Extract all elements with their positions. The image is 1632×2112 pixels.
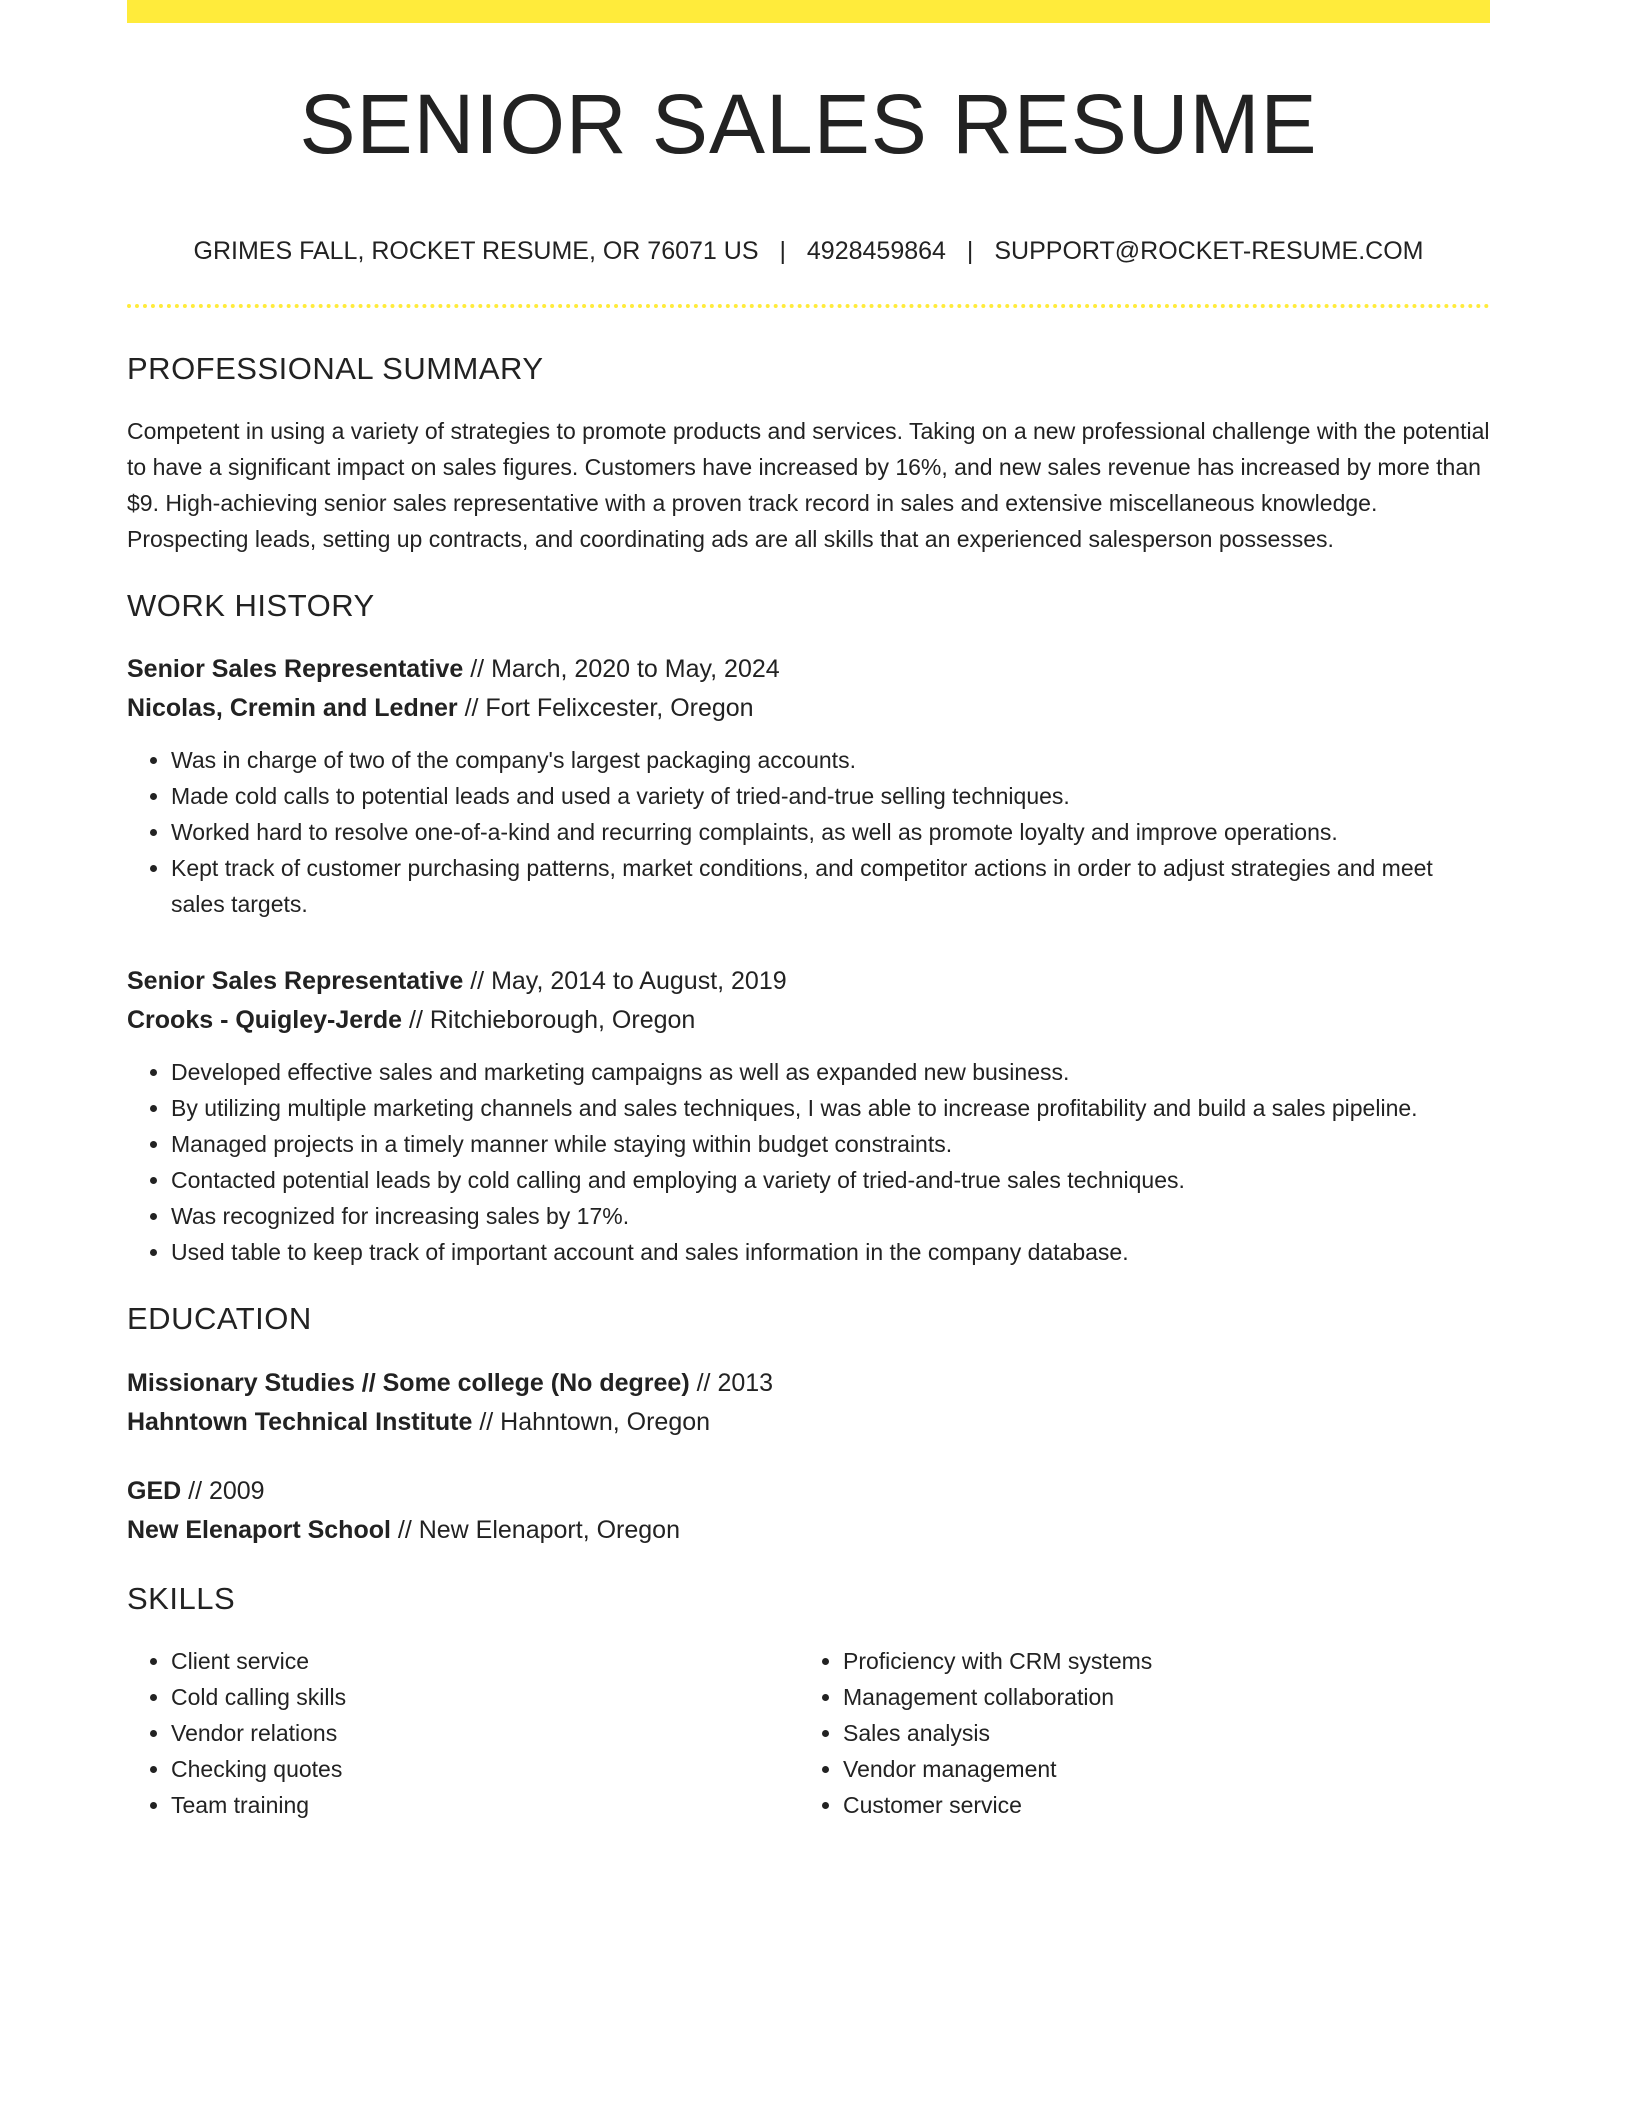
resume-content [127, 350, 1490, 1823]
job-title: Senior Sales Representative [127, 967, 464, 996]
skill-item: • Client service [171, 1643, 799, 1679]
list-item: • Made cold calls to potential leads and used a variety of tried-and-true selling techniques. [171, 778, 1490, 814]
list-item: • Contacted potential leads by cold calling and employing a variety of tried-and-true sales techniques. [171, 1162, 1490, 1198]
education-degree: Missionary Studies // Some college (No degree) [127, 1368, 690, 1397]
list-item: • Used table to keep track of important account and sales information in the company database. [171, 1234, 1490, 1270]
education-year: // 2013 [689, 1368, 774, 1397]
skill-item: • Cold calling skills [171, 1679, 799, 1715]
education-school-line [127, 1511, 1490, 1550]
contact-address: GRIMES FALL, ROCKET RESUME, OR 76071 US [193, 237, 759, 265]
contact-line [127, 237, 1490, 266]
list-item: • Developed effective sales and marketing campaigns as well as expanded new business. [171, 1054, 1490, 1090]
list-item: • Was in charge of two of the company's largest packaging accounts. [171, 742, 1490, 778]
job-company: Nicolas, Cremin and Ledner [127, 694, 458, 723]
education-location: // Hahntown, Oregon [472, 1407, 711, 1436]
job-dates: // March, 2020 to May, 2024 [463, 655, 780, 684]
education-school: Hahntown Technical Institute [127, 1407, 473, 1436]
education-heading: EDUCATION [127, 1301, 312, 1337]
education-school-line [127, 1403, 1490, 1442]
education-entry [127, 1364, 1490, 1442]
list-item: • Managed projects in a timely manner while staying within budget constraints. [171, 1126, 1490, 1162]
education-degree-line [127, 1364, 1490, 1403]
education-entry [127, 1472, 1490, 1550]
job-company: Crooks - Quigley-Jerde [127, 1006, 403, 1035]
skill-item: • Customer service [843, 1787, 1471, 1823]
skills-heading: SKILLS [127, 1580, 236, 1616]
list-item: • Kept track of customer purchasing patterns, market conditions, and competitor actions in order to adjust strategies and meet sales targets. [171, 850, 1490, 922]
contact-phone: 4928459864 [806, 237, 946, 265]
dotted-divider [127, 304, 1490, 308]
job-bullets [127, 742, 1490, 922]
education-location: // New Elenaport, Oregon [390, 1515, 680, 1544]
job-entry [127, 650, 1490, 922]
job-location: // Fort Felixcester, Oregon [457, 694, 754, 723]
skill-item: • Vendor management [843, 1751, 1471, 1787]
contact-separator: | [966, 237, 974, 265]
job-company-line [127, 1001, 1490, 1040]
list-item: • Was recognized for increasing sales by 17%. [171, 1198, 1490, 1234]
education-year: // 2009 [181, 1476, 265, 1505]
skill-item: • Proficiency with CRM systems [843, 1643, 1471, 1679]
skills-columns [127, 1643, 1490, 1823]
job-title-line [127, 650, 1490, 689]
work-history-heading: WORK HISTORY [127, 588, 375, 624]
job-company-line [127, 689, 1490, 728]
skill-item: • Team training [171, 1787, 799, 1823]
skills-list-right [799, 1643, 1471, 1823]
contact-separator: | [779, 237, 786, 265]
education-degree-line [127, 1472, 1490, 1511]
education-degree: GED [127, 1476, 182, 1505]
skill-item: • Sales analysis [843, 1715, 1471, 1751]
skills-list-left [127, 1643, 799, 1823]
page-title: SENIOR SALES RESUME [299, 77, 1318, 171]
skill-item: • Management collaboration [843, 1679, 1471, 1715]
job-bullets [127, 1054, 1490, 1270]
summary-text: Competent in using a variety of strategies to promote products and services. Taking on a new professional challenge with the potential to have a significant impact on sales figures. Customers have increased by 16%, and new sales revenue has increased by more than $9. High-achieving senior sales representative with a proven track record in sales and extensive miscellaneous knowledge. Prospecting leads, setting up contracts, and coordinating ads are all skills that an experienced salesperson possesses. [127, 418, 1490, 553]
job-entry [127, 962, 1490, 1270]
accent-bar [127, 0, 1490, 23]
job-title-line [127, 962, 1490, 1001]
skill-item: • Checking quotes [171, 1751, 799, 1787]
job-dates: // May, 2014 to August, 2019 [463, 967, 787, 996]
job-location: // Ritchieborough, Oregon [402, 1006, 696, 1035]
list-item: • By utilizing multiple marketing channels and sales techniques, I was able to increase profitability and build a sales pipeline. [171, 1090, 1490, 1126]
list-item: • Worked hard to resolve one-of-a-kind and recurring complaints, as well as promote loyalty and improve operations. [171, 814, 1490, 850]
skill-item: • Vendor relations [171, 1715, 799, 1751]
job-title: Senior Sales Representative [127, 655, 464, 684]
summary-heading: PROFESSIONAL SUMMARY [127, 351, 544, 386]
education-school: New Elenaport School [127, 1515, 391, 1544]
contact-email: SUPPORT@ROCKET-RESUME.COM [994, 237, 1424, 265]
